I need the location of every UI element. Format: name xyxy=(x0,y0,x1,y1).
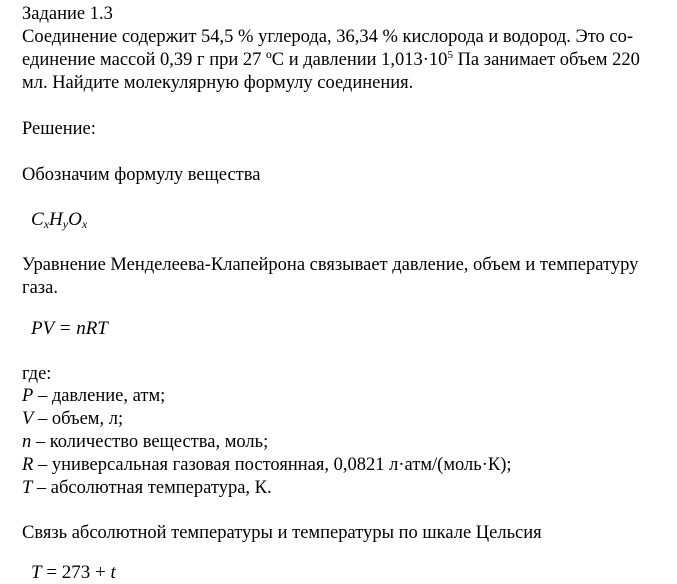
formula-pv-nrt: PV = nRT xyxy=(31,318,108,339)
formula-t-lhs: T xyxy=(31,562,42,583)
definition-r xyxy=(22,454,512,476)
formula-h-sub: y xyxy=(62,217,69,231)
definition-v xyxy=(22,408,123,430)
task-text-line-2-part-a: единение массой 0,39 г при 27 ºС и давлении 1,013·10 xyxy=(22,50,448,70)
relation-text: Связь абсолютной температуры и температуры по шкале Цельсия xyxy=(22,523,542,543)
definition-t-symbol: T xyxy=(22,478,33,498)
definition-r-symbol: R xyxy=(22,455,34,475)
formula-c-sub: x xyxy=(43,217,50,231)
formula-h: H xyxy=(49,209,63,230)
formula-o-sub: x xyxy=(81,217,88,231)
task-text-line-2-part-b: Па занимает объем 220 xyxy=(452,50,640,70)
task-title: Задание 1.3 xyxy=(22,4,113,24)
definition-n-symbol: n xyxy=(22,432,32,452)
mendeleev-text-line-1: Уравнение Менделеева-Клапейрона связывает давление, объем и температуру xyxy=(22,255,639,275)
formula-t-rhs: t xyxy=(110,562,116,583)
formula-t-eq: = 273 + xyxy=(41,562,111,583)
formula-cxhyox xyxy=(31,209,87,231)
task-text-line-3: мл. Найдите молекулярную формулу соединения. xyxy=(22,73,414,93)
mendeleev-text-line-2: газа. xyxy=(22,278,58,298)
formula-o: O xyxy=(68,209,82,230)
definition-n-text: – количество вещества, моль; xyxy=(31,432,269,452)
definition-t xyxy=(22,477,272,499)
solution-heading: Решение: xyxy=(22,119,96,139)
exponent: 5 xyxy=(447,49,453,61)
task-text-line-1: Соединение содержит 54,5 % углерода, 36,34 % кислорода и водород. Это со- xyxy=(22,27,634,47)
definition-p-symbol: P xyxy=(22,386,34,406)
formula-c: C xyxy=(31,209,44,230)
task-text-line-2 xyxy=(22,49,640,71)
where-label: где: xyxy=(22,364,52,384)
definition-p-text: – давление, атм; xyxy=(33,386,166,406)
definition-v-text: – объем, л; xyxy=(33,409,124,429)
denote-text: Обозначим формулу вещества xyxy=(22,165,261,185)
definition-p xyxy=(22,385,165,407)
definition-v-symbol: V xyxy=(22,409,34,429)
definition-r-text: – универсальная газовая постоянная, 0,0821 л·атм/(моль·К); xyxy=(33,455,512,475)
definition-t-text: – абсолютная температура, К. xyxy=(32,478,272,498)
definition-n xyxy=(22,431,268,453)
